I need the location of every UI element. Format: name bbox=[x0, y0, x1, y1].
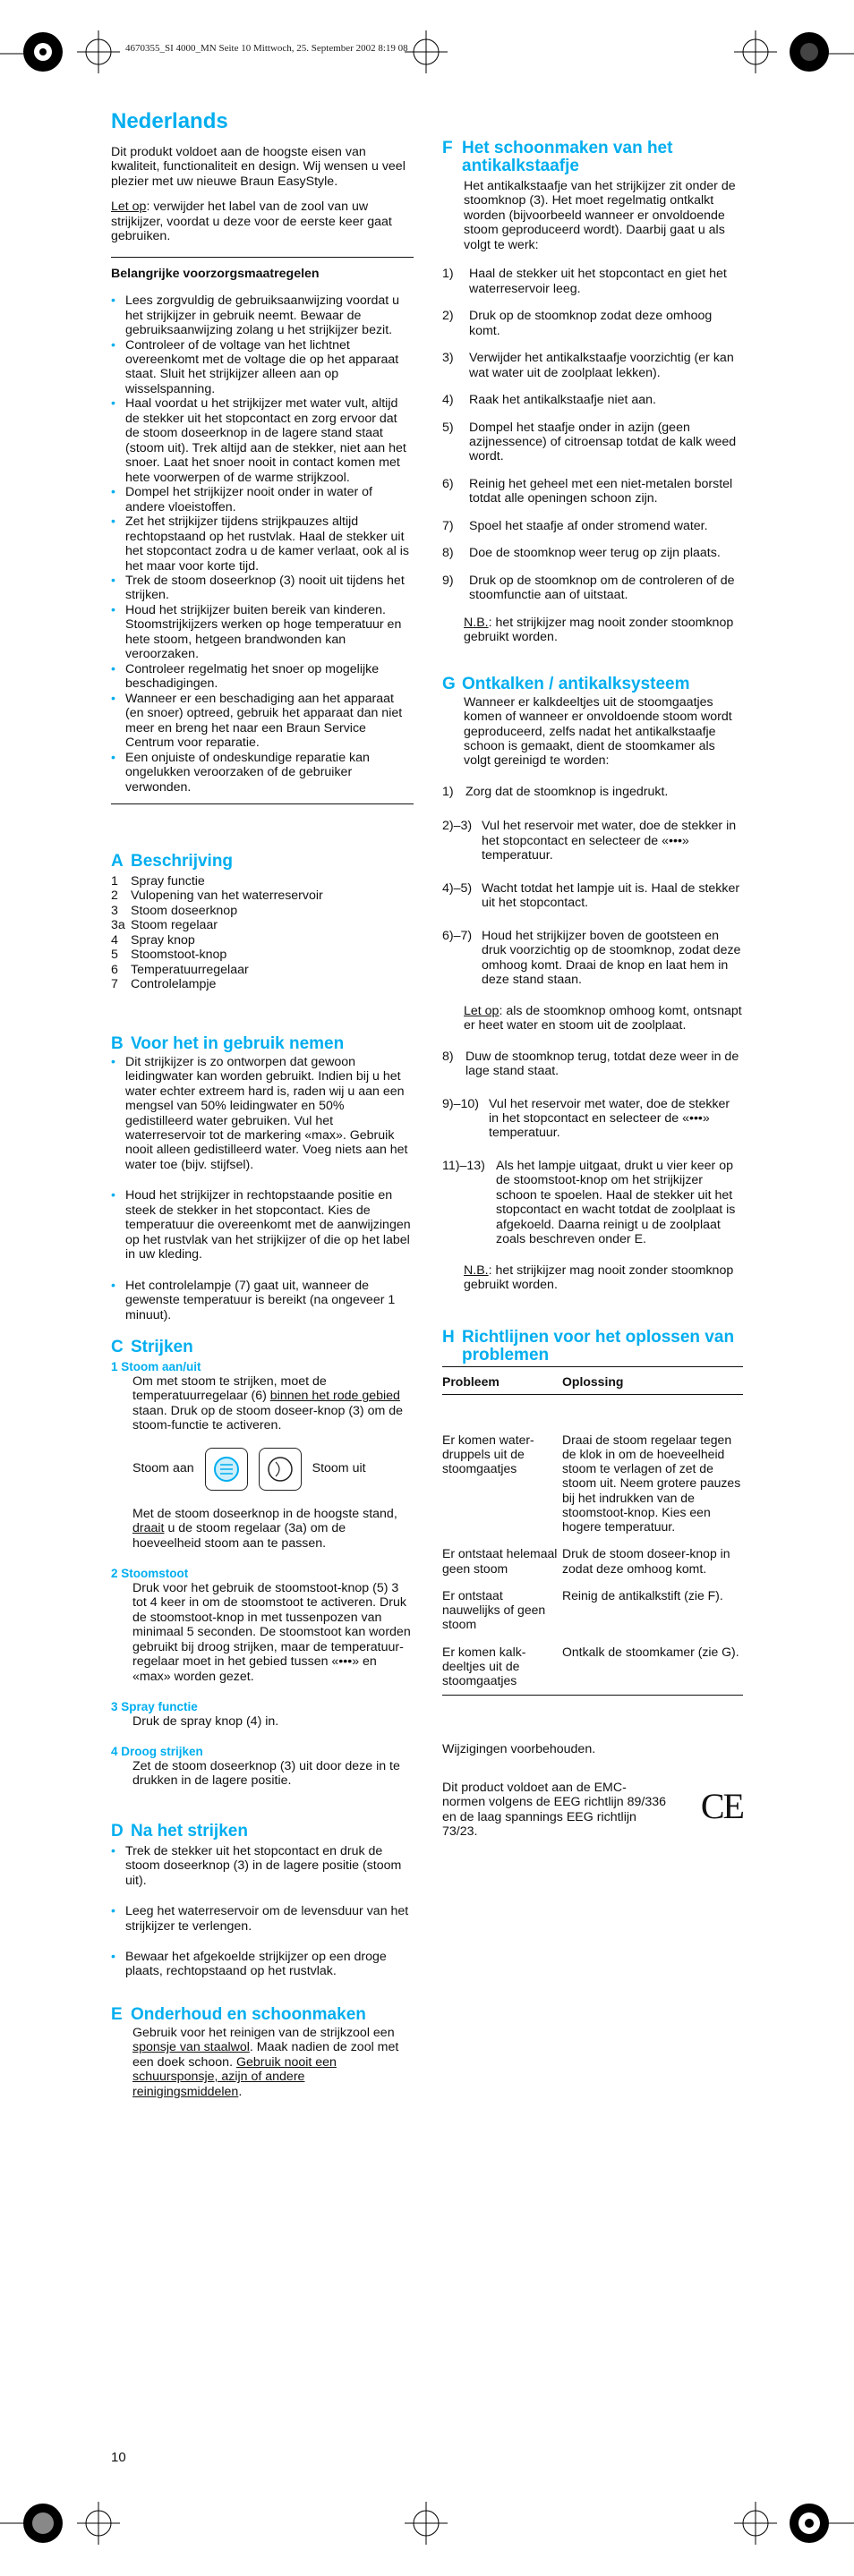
color-target-mark bbox=[790, 2504, 829, 2543]
list-item: • Zet het strijkijzer tijdens strijkpauzes altijd rechtopstaand op het rustvlak. Haal de stekker uit het stopcontact zodra u de kamer verlaat, ook al is het maar voor korte tijd. bbox=[111, 514, 414, 574]
paragraph: Wanneer er kalkdeeltjes uit de stoomgaatjes komen of wanneer er onvoldoende stoom wordt geproduceerd, zelfs nadat het antikalkstaafje schoon is gemaakt, dient de stoomkamer als volgt gereinigd te worden: bbox=[464, 694, 732, 769]
list-item: • Dit strijkijzer is zo ontworpen dat gewoon leidingwater kan worden gebruikt. Indien bij u het water echter extreem hard is, raden wij u aan een mengsel van 50% leidingwater en 50% gedistilleerd water gebruiken. Vul het waterreservoir tot de markering «max». Gebruik nooit alleen gedistilleerd water. Voeg niets aan het water toe (bijv. stijfsel). bbox=[111, 1055, 414, 1173]
table-header bbox=[442, 1366, 743, 1394]
list-item: • Trek de stoom doseerknop (3) nooit uit tijdens het strijken. bbox=[111, 574, 414, 603]
list-item: • Trek de stekker uit het stopcontact en druk de stoom doseerknop (3) in de lagere positie (stoom uit). bbox=[111, 1844, 414, 1888]
steam-switch-figure bbox=[132, 1448, 414, 1491]
steps-list bbox=[442, 267, 743, 603]
paragraph: Druk voor het gebruik de stoomstoot-knop (5) 3 tot 4 keer in om de stoomstoot te activeren. Druk de stoomstoot-knop in met tussenpozen van minimaal 5 seconden. De stoomstoot kan worden gebruikt bij droog strijken, maar de temperatuur-regelaar moet in het gebied tussen «•••» en «max» worden gezet. bbox=[132, 1580, 411, 1684]
list-item: 4) Raak het antikalkstaafje niet aan. bbox=[442, 393, 657, 408]
page-number: 10 bbox=[111, 2450, 126, 2465]
paragraph: Met de stoom doseerknop in de hoogste stand, draait u de stoom regelaar (3a) om de hoeveelheid stoom aan te passen. bbox=[132, 1506, 397, 1551]
table-row bbox=[442, 1588, 743, 1645]
paragraph: Zet de stoom doseerknop (3) uit door deze in te drukken in de lagere positie. bbox=[132, 1758, 400, 1789]
crosshair-mark bbox=[77, 30, 120, 73]
table-cell: Ontkalk de stoomkamer (zie G). bbox=[562, 1645, 743, 1696]
section-f-title: F Het schoonmaken van het antikalkstaafje bbox=[442, 139, 673, 175]
list-item: 9)–10) Vul het reservoir met water, doe de stekker in het stopcontact en selecteer de «•••» temperatuur. bbox=[442, 1096, 730, 1141]
list-item: • Controleer regelmatig het snoer op mogelijke beschadigingen. bbox=[111, 662, 414, 692]
steps-list bbox=[442, 1050, 743, 1247]
column-header: Probleem bbox=[442, 1366, 562, 1394]
list-item: • Houd het strijkijzer buiten bereik van kinderen. Stoomstrijkijzers werken op hoge temperatuur en hete stoom, hetgeen brandwonden kan veroorzaken. bbox=[111, 603, 414, 662]
color-target-mark bbox=[790, 32, 829, 72]
list-item: • Wanneer er een beschadiging aan het apparaat (en snoer) optreed, gebruik het apparaat dan niet meer en breng het naar een Braun Service Centrum voor reparatie. bbox=[111, 692, 414, 751]
list-item: 6) Reinig het geheel met een niet-metalen borstel totdat alle openingen schoon zijn. bbox=[442, 476, 733, 506]
table-cell: Druk de stoom doseer-knop in zodat deze omhoog komt. bbox=[562, 1546, 730, 1576]
section-b-title: B Voor het in gebruik nemen bbox=[111, 1033, 345, 1053]
list-item: 8) Doe de stoomknop weer terug op zijn plaats. bbox=[442, 546, 721, 561]
section-c-title: C Strijken bbox=[111, 1338, 193, 1357]
list-item: 9) Druk op de stoomknop om de controleren of de stoomfunctie aan of uitstaat. bbox=[442, 573, 735, 603]
list-item: • Houd het strijkijzer in rechtopstaande positie en steek de stekker in het stopcontact. Kies de temperatuur die overeenkomt met de aanwijzingen op het rustvlak van het strijkijzer of die op het label in uw kleding. bbox=[111, 1188, 414, 1262]
table-row bbox=[442, 1394, 743, 1546]
list-item: 2)–3) Vul het reservoir met water, doe de stekker in het stopcontact en selecteer de «•••» temperatuur. bbox=[442, 819, 737, 863]
section-g-title: G Ontkalken / antikalksysteem bbox=[442, 674, 690, 693]
color-target-mark bbox=[23, 32, 63, 72]
steam-on-label: Stoom aan bbox=[132, 1461, 194, 1476]
list-item: • Dompel het strijkijzer nooit onder in water of andere vloeistoffen. bbox=[111, 485, 414, 514]
letop-note: Let op: als de stoomknop omhoog komt, ontsnapt er heet water en stoom uit de zoolplaat. bbox=[464, 1003, 742, 1033]
list-item: • Een onjuiste of ondeskundige reparatie kan ongelukken veroorzaken of de gebruiker verwonden. bbox=[111, 751, 414, 795]
steam-off-label: Stoom uit bbox=[312, 1461, 366, 1476]
divider bbox=[111, 803, 414, 804]
steps-list bbox=[442, 785, 743, 988]
list-item: 1) Zorg dat de stoomknop is ingedrukt. bbox=[442, 784, 669, 799]
crosshair-mark bbox=[734, 2502, 777, 2545]
parts-list bbox=[111, 874, 414, 992]
list-item: 6)–7) Houd het strijkijzer boven de gootsteen en druk voorzichtig op de stoomknop, zodat deze omhoog komt. Draai de knop en laat hem in deze stand staan. bbox=[442, 928, 741, 988]
table-cell: Er ontstaat nauwelijks of geen stoom bbox=[442, 1587, 546, 1632]
subsection-title: 2 Stoomstoot bbox=[111, 1567, 189, 1581]
troubleshooting-table bbox=[442, 1366, 743, 1696]
crosshair-mark bbox=[405, 2502, 448, 2545]
list-item: 6 Temperatuurregelaar bbox=[111, 962, 249, 977]
list-item: 1) Haal de stekker uit het stopcontact en giet het waterreservoir leeg. bbox=[442, 267, 727, 296]
list-item: 5 Stoomstoot-knop bbox=[111, 948, 227, 963]
list-item: • Haal voordat u het strijkijzer met water vult, altijd de stekker uit het stopcontact en zorg ervoor dat de stoom doseerknop in de lagere stand staat (stoom uit). Trek altijd aan de stekker, niet aan het snoer. Laat het snoer nooit in contact komen met hete voorwerpen of de warme strijkzool. bbox=[111, 396, 414, 485]
precautions-list bbox=[111, 293, 414, 795]
subsection-title: 1 Stoom aan/uit bbox=[111, 1360, 201, 1374]
table-row bbox=[442, 1645, 743, 1696]
list-item: 3 Stoom doseerknop bbox=[111, 903, 238, 918]
divider bbox=[111, 257, 414, 258]
section-h-title: H Richtlijnen voor het oplossen van problemen bbox=[442, 1327, 735, 1365]
print-slug: 4670355_SI 4000_MN Seite 10 Mittwoch, 25. September 2002 8:19 08 bbox=[125, 43, 408, 54]
column-header: Oplossing bbox=[562, 1366, 743, 1394]
list-item: 8) Duw de stoomknop terug, totdat deze weer in de lage stand staat. bbox=[442, 1049, 739, 1079]
list-item: 11)–13) Als het lampje uitgaat, drukt u vier keer op de stoomstoot-knop om het strijkijzer schoon te spoelen. Haal de stekker uit het stopcontact en wacht totdat de zoolplaat is afgekoeld. Daarna reinigt u de zoolplaat zoals beschreven onder E. bbox=[442, 1158, 736, 1247]
table-cell: Er komen kalk-deeltjes uit de stoomgaatjes bbox=[442, 1645, 562, 1696]
list-item: 2) Druk op de stoomknop zodat deze omhoog komt. bbox=[442, 309, 713, 338]
table-cell: Draai de stoom regelaar tegen de klok in om de hoeveelheid stoom te verlagen of zet de stoom uit. Neem grotere pauzes bij het indrukken van de stoomstoot-knop. Kies een hogere temperatuur. bbox=[562, 1432, 741, 1535]
paragraph: Om met stoom te strijken, moet de temperatuurregelaar (6) binnen het rode gebied staan. Druk op de stoom doseer-knop (3) om de stoom-functie te activeren. bbox=[132, 1373, 404, 1433]
list-item: • Lees zorgvuldig de gebruiksaanwijzing voordat u het strijkijzer in gebruik neemt. Bewaar de gebruiksaanwijzing zolang u het strijkijzer bezit. bbox=[111, 293, 414, 337]
table-cell: Er komen water-druppels uit de stoomgaatjes bbox=[442, 1432, 534, 1476]
table-cell: Reinig de antikalkstift (zie F). bbox=[562, 1587, 723, 1603]
crosshair-mark bbox=[734, 30, 777, 73]
list-item: • Bewaar het afgekoelde strijkijzer op een droge plaats, rechtopstaand op het rustvlak. bbox=[111, 1950, 414, 1979]
emc-block bbox=[442, 1781, 743, 1840]
paragraph: Gebruik voor het reinigen van de strijkzool een sponsje van staalwol. Maak nadien de zool met een doek schoon. Gebruik nooit een schuursponsje, azijn of andere reinigingsmiddelen. bbox=[132, 2025, 399, 2099]
section-e-title: E Onderhoud en schoonmaken bbox=[111, 2004, 366, 2024]
table-row bbox=[442, 1546, 743, 1587]
nb-note: N.B.: het strijkijzer mag nooit zonder stoomknop gebruikt worden. bbox=[464, 615, 734, 645]
list-item: 4 Spray knop bbox=[111, 932, 195, 948]
table-cell: Er ontstaat helemaal geen stoom bbox=[442, 1546, 558, 1576]
list-item: 1 Spray functie bbox=[111, 873, 205, 888]
list-item: 5) Dompel het staafje onder in azijn (geen azijnessence) of citroensap totdat de kalk weed wordt. bbox=[442, 420, 737, 464]
page-title: Nederlands bbox=[111, 109, 228, 133]
left-column bbox=[111, 109, 414, 2099]
before-use-list bbox=[111, 1055, 414, 1323]
precautions-title: Belangrijke voorzorgsmaatregelen bbox=[111, 266, 320, 281]
subsection-title: 3 Spray functie bbox=[111, 1699, 198, 1713]
crosshair-mark bbox=[77, 2502, 120, 2545]
paragraph: Het antikalkstaafje van het strijkijzer zit onder de stoomknop (3). Het moet regelmatig ontkalkt worden (bijvoorbeeld wanneer er onvoldoende stoom geproduceerd wordt). Daarbij gaat u als volgt te werk: bbox=[464, 178, 736, 252]
changes-notice: Wijzigingen voorbehouden. bbox=[442, 1742, 596, 1757]
steam-off-icon bbox=[259, 1448, 302, 1491]
list-item: • Controleer of de voltage van het lichtnet overeenkomt met de voltage die op het apparaat staat. Sluit het strijkijzer alleen aan op wisselspanning. bbox=[111, 338, 414, 397]
paragraph: Druk de spray knop (4) in. bbox=[132, 1713, 279, 1729]
crosshair-mark bbox=[405, 30, 448, 73]
intro-text: Dit produkt voldoet aan de hoogste eisen van kwaliteit, functionaliteit en design. Wij wensen u veel plezier met uw nieuwe Braun EasyStyle. bbox=[111, 144, 406, 189]
steam-on-icon bbox=[205, 1448, 248, 1491]
list-item: 3) Verwijder het antikalkstaafje voorzichtig (er kan wat water uit de zoolplaat lekken). bbox=[442, 351, 734, 380]
right-column bbox=[442, 140, 743, 1840]
section-a-title: A Beschrijving bbox=[111, 852, 234, 871]
ce-mark: CE bbox=[700, 1785, 743, 1826]
list-item: 4)–5) Wacht totdat het lampje uit is. Haal de stekker uit het stopcontact. bbox=[442, 880, 740, 911]
list-item: 7 Controlelampje bbox=[111, 977, 217, 992]
letop-note: Let op: verwijder het label van de zool van uw strijkijzer, voordat u deze voor de eerste keer gaat gebruiken. bbox=[111, 200, 392, 244]
list-item: • Het controlelampje (7) gaat uit, wanneer de gewenste temperatuur is bereikt (na ongeveer 1 minuut). bbox=[111, 1279, 414, 1322]
section-d-title: D Na het strijken bbox=[111, 1821, 248, 1841]
after-ironing-list bbox=[111, 1844, 414, 1979]
list-item: 3a Stoom regelaar bbox=[111, 918, 218, 933]
list-item: • Leeg het waterreservoir om de levensduur van het strijkijzer te verlengen. bbox=[111, 1904, 414, 1934]
list-item: 7) Spoel het staafje af onder stromend water. bbox=[442, 518, 708, 533]
list-item: 2 Vulopening van het waterreservoir bbox=[111, 888, 323, 904]
color-target-mark bbox=[23, 2504, 63, 2543]
subsection-title: 4 Droog strijken bbox=[111, 1745, 203, 1759]
nb-note: N.B.: het strijkijzer mag nooit zonder stoomknop gebruikt worden. bbox=[464, 1262, 734, 1293]
emc-text: Dit product voldoet aan de EMC-normen volgens de EEG richtlijn 89/336 en de laag spannings EEG richtlijn 73/23. bbox=[442, 1780, 666, 1840]
